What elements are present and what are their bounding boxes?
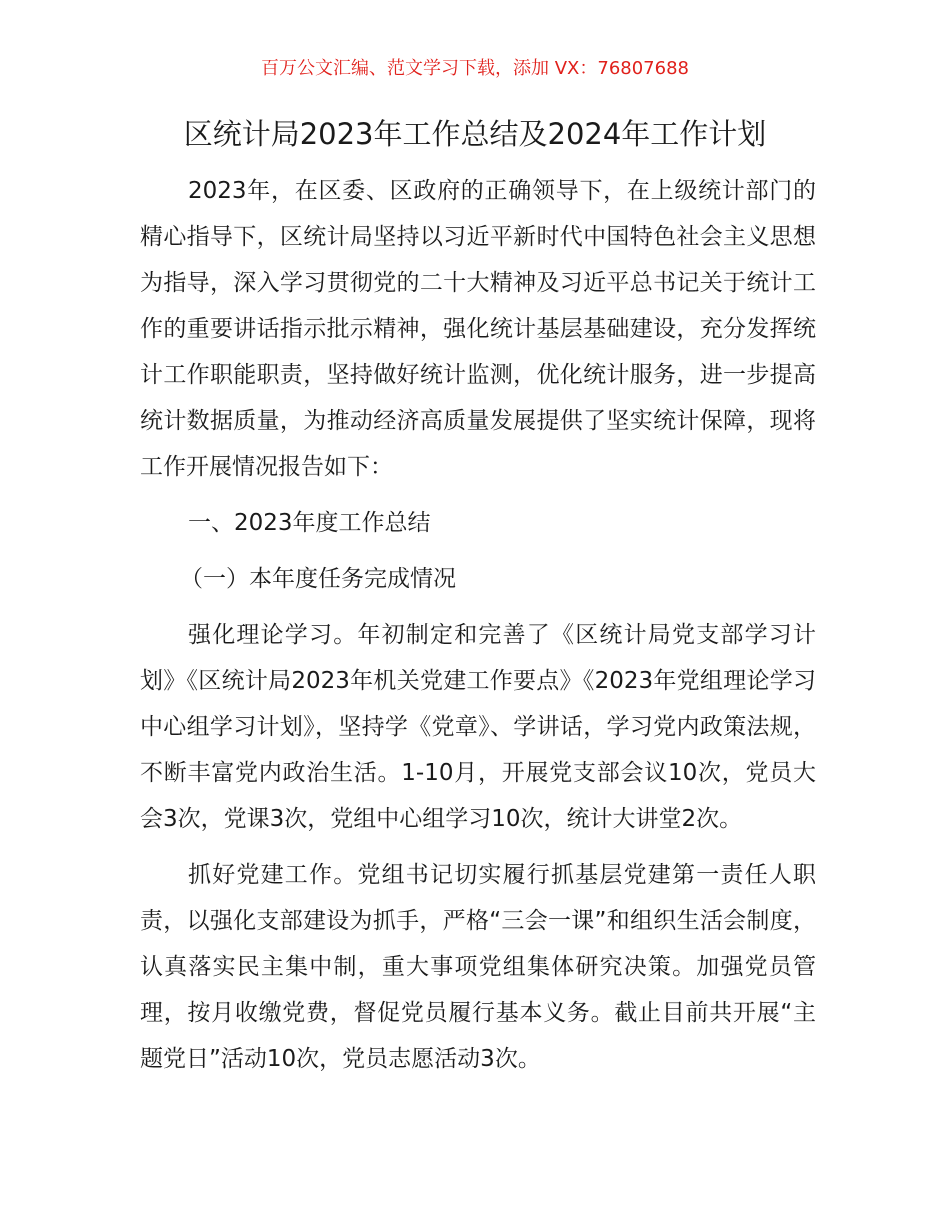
party-building-paragraph: 抓好党建工作。党组书记切实履行抓基层党建第一责任人职责，以强化支部建设为抓手，严格“三会一课”和组织生活会制度，认真落实民主集中制，重大事项党组集体研究决策。加强党员管理，按月收缴党费，督促党员履行基本义务。截止目前共开展“主题党日”活动10次，党员志愿活动3次。 xyxy=(140,862,816,1072)
section-heading: 一、2023年度工作总结 xyxy=(188,510,431,536)
document-title: 区统计局2023年工作总结及2024年工作计划 xyxy=(183,117,767,151)
document-body xyxy=(140,168,816,1082)
header-note: 百万公文汇编、范文学习下载，添加 VX：76807688 xyxy=(261,58,689,79)
subsection-heading: （一）本年度任务完成情况 xyxy=(180,566,456,592)
intro-paragraph: 2023年，在区委、区政府的正确领导下，在上级统计部门的精心指导下，区统计局坚持以习近平新时代中国特色社会主义思想为指导，深入学习贯彻党的二十大精神及习近平总书记关于统计工作的重要讲话指示批示精神，强化统计基层基础建设，充分发挥统计工作职能职责，坚持做好统计监测，优化统计服务，进一步提高统计数据质量，为推动经济高质量发展提供了坚实统计保障，现将工作开展情况报告如下： xyxy=(140,178,816,480)
theory-study-paragraph: 强化理论学习。年初制定和完善了《区统计局党支部学习计划》《区统计局2023年机关党建工作要点》《2023年党组理论学习中心组学习计划》，坚持学《党章》、学讲话，学习党内政策法规，不断丰富党内政治生活。1-10月，开展党支部会议10次，党员大会3次，党课3次，党组中心组学习10次，统计大讲堂2次。 xyxy=(140,622,816,832)
